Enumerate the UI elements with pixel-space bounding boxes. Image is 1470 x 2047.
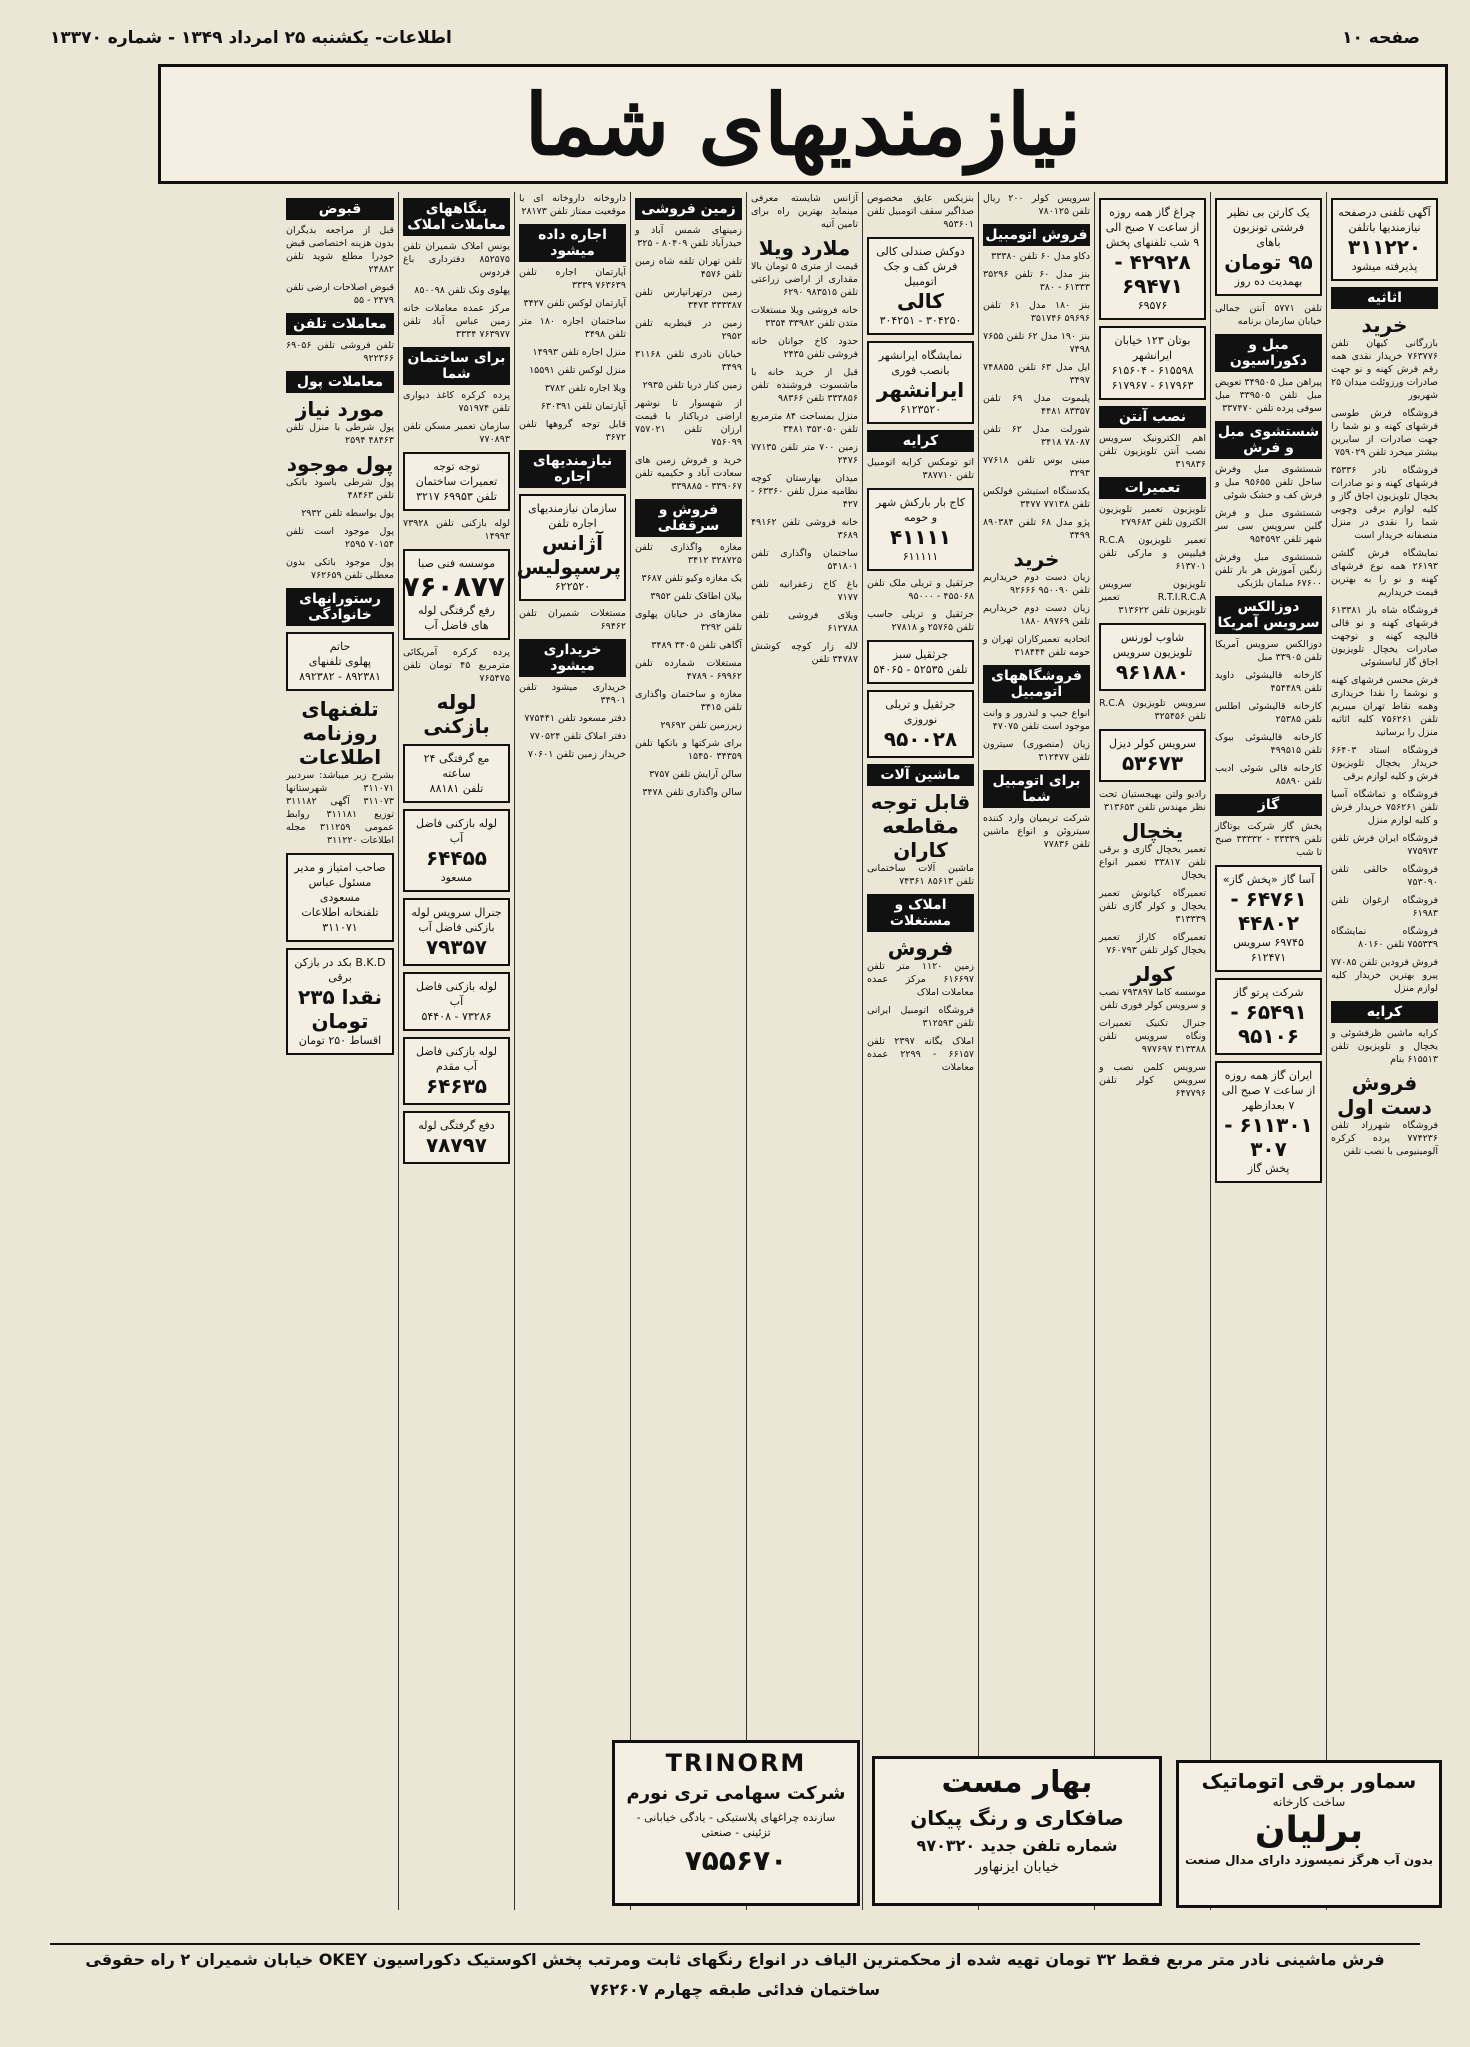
- boxed-ad: [403, 1111, 510, 1164]
- boxed-ad: [1215, 978, 1322, 1055]
- category-header: املاک و مستغلات: [867, 894, 974, 932]
- boxed-ad: [1331, 198, 1438, 281]
- classified-ad: خرید و فروش زمین های سعادت آباد و حکیمیه تلفن ۳۳۹۰۶۷ - ۳۳۹۸۸۵: [635, 455, 742, 492]
- boxed-ad-highlight: ۹۶۱۸۸۰: [1115, 660, 1190, 684]
- classified-ad: فروشگاه نمایشگاه ۷۵۵۳۳۹ تلفن ۸۰۱۶۰: [1331, 926, 1438, 950]
- boxed-ad-sub: ۶۲۲۵۲۰: [554, 580, 591, 593]
- boxed-ad-title: آگهی تلفنی درصفحه نیازمندیها باتلفن: [1338, 206, 1431, 234]
- classified-ad: یونس املاک شمیران تلفن ۸۵۲۵۷۵ دفترداری باغ فردوس: [403, 241, 510, 278]
- classified-ad: منزل لوکس تلفن ۱۵۵۹۱: [529, 365, 626, 376]
- boxed-ad: [403, 452, 510, 511]
- boxed-ad: [1215, 1061, 1322, 1183]
- classified-ad: فروشگاه و تماشگاه آسیا تلفن ۷۵۶۲۶۱ خریدار فرش و کلیه لوازم منزل: [1331, 789, 1438, 826]
- ad-headline: خرید: [1361, 313, 1408, 337]
- classified-ad: مغازهای در خیابان پهلوی تلفن ۳۲۹۲: [635, 609, 742, 633]
- footer-ad: فرش ماشینی نادر متر مربع فقط ۳۲ تومان تهیه شده از محکمترین الیاف در انواع رنگهای ثابت ومرتب پخش اکوستیک دکوراسیون OKEY خیابان شمیران ۲ راه حقوقی ساختمان فدائی طبقه چهارم ۷۶۲۶۰۷: [50, 1943, 1420, 1975]
- ad-column: [1094, 192, 1210, 1910]
- ad-headline: ملارد ویلا: [758, 236, 851, 260]
- boxed-ad: [403, 972, 510, 1031]
- classified-ad: زیرزمین تلفن ۲۹۶۹۲: [660, 720, 742, 731]
- boxed-ad-sub: ۶۹۷۴۵ سرویس ۶۱۲۴۷۱: [1233, 936, 1304, 964]
- classified-ad: شستشوی مبل وفرش ساحل تلفن ۹۵۶۵۵ مبل و فرش کف و خشک شوئی: [1215, 464, 1322, 501]
- classified-ad: سرویس تلویزیون R.C.A تلفن ۳۲۵۴۵۶: [1099, 698, 1206, 722]
- boxed-ad-title: B.K.D بکد در بازکن برقی: [294, 956, 386, 984]
- boxed-ad: [1099, 729, 1206, 782]
- classified-ad: تعمیرگاه کاراژ تعمیر یخچال کولر تلفن ۷۶۰۷۹۳: [1099, 932, 1206, 956]
- trinorm-phone: ۷۵۵۶۷۰: [684, 1844, 788, 1877]
- classified-ad: فروش فرودین تلفن ۷۷۰۸۵ پیرو بهترین خریدار کلیه لوازم منزل: [1331, 957, 1438, 994]
- classified-ad: آژانس شایسته معرفی مینماید بهترین راه برای تامین آتیه: [751, 193, 858, 230]
- classified-ad: پول موجود است تلفن ۷۰۱۵۴ ۲۵۹۵: [286, 526, 394, 550]
- boxed-ad-title: آسا گاز «پخش گاز»: [1222, 873, 1315, 886]
- boxed-ad-title: مع گرفتگی ۲۴ ساعته: [423, 752, 490, 780]
- classified-ad: تلفن ۵۷۷۱ آنتن جمالی خیابان سازمان برنامه: [1215, 303, 1322, 327]
- boxed-ad-title: کاج بار بارکش شهر و حومه: [875, 496, 966, 524]
- classified-ad: زمین ۷۰۰ متر تلفن ۷۷۱۳۵ ۲۴۷۶: [751, 442, 858, 466]
- boxed-ad-sub: ۶۹۵۷۶: [1137, 299, 1168, 312]
- boxed-ad-highlight: ۵۳۶۷۳: [1121, 751, 1184, 775]
- boxed-ad-title: جرثقیل سبز: [892, 648, 949, 661]
- boxed-ad: [403, 744, 510, 803]
- section-banner: [158, 64, 1448, 184]
- category-header: کرایه: [867, 430, 974, 452]
- category-header: فروش اتومبیل: [983, 224, 1090, 246]
- category-header: مبل و دکوراسیون: [1215, 334, 1322, 372]
- ad-headline: یخچال: [1121, 819, 1184, 843]
- ad-headline: فروش دست اول: [1337, 1071, 1432, 1119]
- boxed-ad-sub: ۶۱۲۳۵۲۰: [899, 403, 942, 416]
- category-header: فروش و سرقفلی: [635, 499, 742, 537]
- boxed-ad-title: شاوب لورنس تلویزیون سرویس: [1112, 631, 1193, 659]
- classified-ad: بنزیکس عایق مخصوص صداگیر سقف اتومبیل تلفن ۹۵۳۶۰۱: [867, 193, 974, 230]
- classified-ad: بنز مدل ۶۰ تلفن ۳۵۲۹۶ ۶۱۳۳۳ - ۳۸۰: [983, 269, 1090, 293]
- trinorm-title: شرکت سهامی تری نورم: [626, 1783, 846, 1804]
- ad-column: [1326, 192, 1442, 1910]
- boxed-ad: [403, 809, 510, 892]
- boxed-ad-title: لوله بازکنی فاضل آب: [415, 980, 497, 1008]
- classified-ad: یک مغازه وکیو تلفن ۳۶۸۷: [641, 573, 742, 584]
- classified-ad: مستغلات شمیران تلفن ۶۹۴۶۲: [519, 608, 626, 632]
- classified-columns: [50, 192, 1442, 1910]
- classified-ad: ماشین آلات ساختمانی تلفن ۸۵۶۱۳ ۷۴۳۶۱: [867, 863, 974, 887]
- boxed-ad-sub: ۶۱۵۵۹۸ - ۶۱۵۶۰۴ ۶۱۷۹۶۳ - ۶۱۷۹۶۷: [1111, 364, 1194, 392]
- classified-ad: پول شرطی با منزل تلفن ۴۸۴۶۳ ۲۵۹۴: [286, 422, 394, 446]
- category-header: برای اتومبیل شما: [983, 770, 1090, 808]
- boxed-ad-sub: تلفنخانه اطلاعات ۳۱۱۰۷۱: [301, 906, 379, 934]
- category-header: نیازمندیهای اجاره: [519, 450, 626, 488]
- category-header: رستورانهای خانوادگی: [286, 588, 394, 626]
- classified-ad: مستغلات شمارده تلفن ۶۹۹۶۲ - ۴۷۸۹: [635, 658, 742, 682]
- bahar-mast-line2: شماره تلفن جدید ۹۷۰۳۲۰: [916, 1836, 1118, 1855]
- classified-ad: فروشگاه ارغوان تلفن ۶۱۹۸۳: [1331, 895, 1438, 919]
- category-header: ماشین آلات: [867, 764, 974, 786]
- category-header: فروشگاههای اتومبیل: [983, 665, 1090, 703]
- classified-ad: خانه فروشی تلفن ۴۹۱۶۲ ۳۶۸۹: [751, 517, 858, 541]
- classified-ad: رادیو ولتن بهیجستیان تحت نظر مهندس تلفن ۳۱۳۶۵۳: [1099, 789, 1206, 813]
- boxed-ad-highlight: ۴۲۹۲۸ - ۶۹۴۷۱: [1114, 250, 1191, 298]
- classified-ad: اهم الکترونیک سرویس نصب آنتن تلویزیون تلفن ۳۱۹۸۳۶: [1099, 433, 1206, 470]
- boxed-ad-sub: ۷۳۲۸۶ - ۵۴۴۰۸: [421, 1010, 492, 1023]
- classified-ad: مغازه واگذاری تلفن ۳۲۸۷۲۵ ۳۴۱۲: [635, 542, 742, 566]
- boxed-ad-highlight: ۹۵ تومان: [1224, 250, 1313, 274]
- classified-ad: لوله بازکنی تلفن ۷۳۹۲۸ ۱۴۹۹۳: [403, 518, 510, 542]
- classified-ad: موسسه کاما ۷۹۳۸۹۷ نصب و سرویس کولر فوری تلفن: [1099, 987, 1207, 1011]
- classified-ad: زمینهای شمس آباد و حیدرآباد تلفن ۸۰۴۰۹ - ۳۲۵: [635, 225, 742, 249]
- classified-ad: ساختمان واگذاری تلفن ۵۴۱۸۰۱: [751, 548, 858, 572]
- category-header: زمین فروشی: [635, 198, 742, 220]
- classified-ad: کارخانه قالیشوئی داوید تلفن ۴۵۴۴۸۹: [1215, 670, 1322, 694]
- category-header: دوزالکس سرویس آمریکا: [1215, 596, 1322, 634]
- boxed-ad: [403, 898, 510, 966]
- boxed-ad-highlight: ۶۱۱۳۰۱ - ۳۰۷: [1224, 1113, 1313, 1161]
- classified-ad: سرویس کلمن نصب و سرویس کولر تلفن ۶۴۷۷۹۶: [1099, 1062, 1206, 1099]
- boxed-ad-highlight: ۹۵۰۰۲۸: [883, 727, 958, 751]
- samovar-sub: ساخت کارخانه: [1272, 1795, 1346, 1809]
- classified-ad: فروشگاه نادر ۳۵۳۳۶ فرشهای کهنه و نو صادرات یخچال تلویزیون اجاق گاز و کلیه لوازم برقی وچوبی شما را نقدی در منزل منصفانه خریدار است: [1331, 465, 1438, 541]
- classified-ad: پهلوی ونک تلفن ۸۵۰۰۹۸: [414, 285, 510, 296]
- classified-ad: حدود کاخ جوانان خانه فروشی تلفن ۲۴۳۵: [751, 336, 858, 360]
- classified-ad: پرده کرکره کاغذ دیواری تلفن ۷۵۱۹۷۴: [403, 390, 510, 414]
- classified-ad: شستشوی مبل و فرش گلبن سرویس سی سر شهر تلفن ۹۵۴۵۹۲: [1215, 508, 1322, 545]
- ad-column: [514, 192, 630, 1910]
- ad-column: [1210, 192, 1326, 1910]
- classified-ad: فروشگاه خالقی تلفن ۷۵۳۰۹۰: [1331, 864, 1438, 888]
- category-header: معاملات تلفن: [286, 313, 394, 335]
- ad-column: [746, 192, 862, 1910]
- classified-ad: قابل توجه گروهها تلفن ۳۶۷۲: [519, 419, 626, 443]
- boxed-ad-title: دوکش صندلی کالی فرش کف و جک اتومبیل: [876, 245, 965, 288]
- boxed-ad-highlight: ۶۴۴۵۵: [425, 846, 488, 870]
- classified-ad: سرویس کولر ۲۰۰ ریال تلفن ۷۸۰۱۲۵: [983, 193, 1090, 217]
- boxed-ad-title: موسسه فنی صبا: [417, 557, 496, 570]
- classified-ad: کارخانه قالیشوئی بیوک تلفن ۴۹۹۵۱۵: [1215, 732, 1322, 756]
- samovar-ad: [1176, 1760, 1442, 1908]
- boxed-ad-sub: تعمیرات ساختمان تلفن ۶۹۹۵۳ ۳۲۱۷: [415, 475, 498, 503]
- boxed-ad: [867, 690, 974, 758]
- boxed-ad-highlight: آژانس پرسپولیس: [516, 531, 621, 579]
- classified-ad: خریداری میشود تلفن ۳۴۹۰۱: [519, 682, 626, 706]
- boxed-ad: [1099, 326, 1206, 400]
- boxed-ad-sub: ۳۰۴۲۵۰ - ۳۰۴۲۵۱: [879, 314, 962, 327]
- boxed-ad-highlight: کالی: [897, 289, 944, 313]
- boxed-ad-sub: بهمدیت ده روز: [1234, 275, 1303, 288]
- ad-headline: خرید: [1013, 547, 1060, 571]
- classified-ad: فرش محسن فرشهای کهنه و نوشما را نقدا خریداری وهمه نقاط تهران میبریم تلفن ۷۵۶۲۶۱ کلیه اثاثیه منزل را برسانید: [1331, 675, 1438, 738]
- classified-ad: پخش گاز شرکت بوتاگاز تلفن ۳۳۳۳۹ - ۳۳۳۳۲ صبح تا شب: [1215, 821, 1322, 858]
- classified-ad: قبوض اصلاحات ارضی تلفن ۲۴۷۹ - ۵۵: [286, 282, 394, 306]
- classified-ad: پول موجود باتکی بدون معطلی تلفن ۷۶۲۶۵۹: [286, 557, 394, 581]
- classified-ad: بشرح زیر میباشد: سردبیر ۳۱۱۰۷۱ شهرستانها ۳۱۱۰۷۳ آگهی ۳۱۱۱۸۲ توزیع ۳۱۱۱۸۱ روابط عمومی ۳۱۱۲۵۹ مجله اطلاعات ۳۱۱۲۲۰: [286, 770, 395, 846]
- boxed-ad: [1215, 865, 1322, 972]
- classified-ad: مغازه و ساختمان واگذاری تلفن ۳۴۱۵: [635, 689, 742, 713]
- classified-ad: تلویزیون تعمیر تلویزیون الکترون تلفن ۲۷۹۶۸۳: [1099, 504, 1206, 528]
- category-header: برای ساختمان شما: [403, 347, 510, 385]
- boxed-ad-title: لوله بازکنی فاضل آب: [415, 817, 497, 845]
- boxed-ad: [1215, 198, 1322, 296]
- classified-ad: فروشگاه ایران فرش تلفن ۷۷۵۹۷۳: [1331, 833, 1438, 857]
- classified-ad: منزل بمساحت ۸۴ مترمربع تلفن ۳۵۲۰۵۰ ۳۴۸۱: [751, 411, 858, 435]
- classified-ad: زمین در قیطریه تلفن ۲۹۵۲: [635, 318, 742, 342]
- boxed-ad: [867, 640, 974, 684]
- dateline: اطلاعات- یکشنبه ۲۵ امرداد ۱۳۴۹ - شماره ۱۳۳۷۰: [50, 28, 452, 48]
- boxed-ad-sub: پهلوی تلفنهای ۸۹۲۳۸۱ - ۸۹۲۳۸۲: [299, 655, 381, 683]
- classified-ad: مینی بوس تلفن ۷۷۶۱۸ ۳۲۹۳: [983, 455, 1090, 479]
- classified-ad: فروشگاه فرش طوسی فرشهای کهنه و نو شما را جهت صادرات از سایرین بیشتر میخرد تلفن ۷۵۹۰۲۹: [1331, 408, 1438, 458]
- ad-column: [398, 192, 514, 1910]
- page-header: [50, 28, 1420, 48]
- bahar-mast-box: [872, 1756, 1162, 1906]
- boxed-ad-title: جنرال سرویس لوله بازکنی فاضل آب: [411, 906, 502, 934]
- classified-ad: شورلت مدل ۶۲ تلفن ۷۸۰۸۷ ۳۴۱۸: [983, 424, 1090, 448]
- classified-ad: تعمیر یخچال گازی و برقی تلفن ۳۳۸۱۷ تعمیر انواع یخچال: [1099, 844, 1206, 881]
- classified-ad: مرکز عمده معاملات خانه زمین عباس آباد تلفن ۷۶۳۹۷۷ ۳۳۳۴: [403, 303, 510, 340]
- boxed-ad: [867, 341, 974, 424]
- classified-ad: املاک یگانه ۲۳۹۷ تلفن ۶۶۱۵۷ - ۲۲۹۹ عمده معاملات: [867, 1036, 974, 1073]
- classified-ad: پرده کرکره آمریکائی مترمربع ۴۵ تومان تلفن ۷۶۵۴۷۵: [403, 647, 510, 684]
- classified-ad: آپارتمان لوکس تلفن ۳۴۲۷: [523, 298, 626, 309]
- classified-ad: پول بواسطه تلفن ۲۹۳۲: [301, 508, 394, 519]
- ad-headline: قابل توجه مقاطعه کاران: [870, 790, 971, 862]
- boxed-ad-title: توجه توجه: [433, 460, 480, 473]
- classified-ad: پلیموت مدل ۶۹ تلفن ۸۳۳۵۷ ۴۴۸۱: [983, 393, 1090, 417]
- classified-ad: جرثقیل و تریلی ملک تلفن ۴۵۵۰۶۸ - ۹۵۰۰۰: [867, 578, 974, 602]
- boxed-ad-highlight: ۴۱۱۱۱: [889, 525, 952, 549]
- classified-ad: ویلای فروشی تلفن ۶۱۲۷۸۸: [751, 610, 858, 634]
- ad-headline: فروش: [887, 936, 954, 960]
- classified-ad: جنرال تکنیک تعمیرات ونگاه سرویس تلفن ۳۱۳۳۸۸ ۹۷۷۶۹۷: [1099, 1018, 1206, 1055]
- boxed-ad-highlight: ۶۴۷۶۱ - ۴۴۸۰۲: [1230, 887, 1307, 935]
- boxed-ad-title: جرثقیل و تریلی نوروزی: [885, 698, 956, 726]
- classified-ad: زیان دست دوم خریداریم تلفن ۸۹۷۶۹ ۱۸۸۰: [983, 603, 1090, 627]
- classified-ad: زیان دست دوم خریداریم تلفن ۹۵۰۰۹۰ ۹۲۶۶۶: [983, 572, 1090, 596]
- boxed-ad-title: نمایشگاه ایرانشهر بانصب فوری: [878, 349, 963, 377]
- ad-column: [282, 192, 398, 1910]
- classified-ad: آگاهی تلفن ۳۴۰۵ ۳۴۸۹: [651, 640, 742, 651]
- samovar-title: سماور برقی اتوماتیک: [1201, 1769, 1417, 1793]
- classified-ad: فروشگاه استاد ۶۶۴۰۳ خریدار یخچال تلویزیون فرش و کلیه لوازم برقی: [1331, 745, 1438, 782]
- classified-ad: بازرگانی کیهان تلفن ۷۶۳۷۷۶ خریدار نقدی همه رقم فرش کهنه و نو جهت صادرات ورزوئلت میدان ۲۵ شهریور: [1331, 338, 1438, 401]
- classified-ad: دفتر مسعود تلفن ۷۷۵۴۴۱: [524, 713, 626, 724]
- boxed-ad: [867, 488, 974, 571]
- boxed-ad: [403, 549, 510, 640]
- category-header: شستشوی مبل و فرش: [1215, 421, 1322, 459]
- classified-ad: دکاو مدل ۶۰ تلفن ۳۳۳۸۰: [991, 251, 1090, 262]
- boxed-ad-title: بوتان ۱۲۳ خیابان ایرانشهر: [1114, 334, 1191, 362]
- bahar-mast-line3: خیابان ایزنهاور: [975, 1859, 1059, 1875]
- boxed-ad-title: چراغ گاز همه روزه از ساعت ۷ صبح الی ۹ شب تلفنهای پخش: [1105, 206, 1200, 249]
- classified-ad: سازمان تعمیر مسکن تلفن ۷۷۰۸۹۳: [403, 421, 510, 445]
- boxed-ad-sub: پذیرفته میشود: [1351, 260, 1418, 273]
- boxed-ad: [1099, 198, 1206, 320]
- classified-ad: کارخانه قالیشوئی اطلس تلفن ۲۵۳۸۵: [1215, 701, 1322, 725]
- boxed-ad-title: لوله بازکنی فاضل آب مقدم: [415, 1045, 497, 1073]
- boxed-ad-highlight: ایرانشهر: [876, 378, 965, 402]
- ad-headline: کولر: [1130, 962, 1175, 986]
- category-header: گاز: [1215, 794, 1322, 816]
- category-header: اثاثیه: [1331, 287, 1438, 309]
- category-header: اجاره داده میشود: [519, 224, 626, 262]
- boxed-ad-phone: ۷۶۰۸۷۷: [402, 570, 505, 603]
- samovar-brand: برلیان: [1254, 1810, 1364, 1851]
- bahar-mast-line1: صافکاری و رنگ پیکان: [910, 1806, 1124, 1830]
- classified-ad: زیان (منصوری) سیترون تلفن ۳۱۲۴۷۷: [983, 739, 1090, 763]
- classified-ad: پیراهن مبل ۳۴۹۵۰۵ تعویض مبل تلفن ۳۳۹۵۰۵ مبل سوفی پرده تلفن ۳۳۷۴۷۰: [1215, 377, 1323, 414]
- classified-ad: زمین درتهرانپارس تلفن ۳۳۳۳۸۷ ۳۴۷۳: [635, 287, 742, 311]
- classified-ad: منزل اجاره تلفن ۱۴۹۹۳: [532, 347, 626, 358]
- classified-ad: کارخانه قالی شوئی ادیب تلفن ۸۵۸۹۰: [1215, 763, 1322, 787]
- category-header: قبوض: [286, 198, 394, 220]
- classified-ad: ساختمان اجاره ۱۸۰ متر تلفن ۳۴۹۸: [519, 316, 626, 340]
- classified-ad: سالن آرایش تلفن ۳۷۵۷: [649, 769, 742, 780]
- boxed-ad: [867, 237, 974, 335]
- classified-ad: باغ کاخ زعفرانیه تلفن ۷۱۷۷: [751, 579, 858, 603]
- samovar-body: بدون آب هرگز نمیسوزد دارای مدال صنعت: [1184, 1853, 1433, 1867]
- page-number: صفحه ۱۰: [1342, 28, 1420, 48]
- classified-ad: قبل از مراجعه بدیگران بدون هزینه اختصاصی قبض خودرا مطلع شوید تلفن ۲۴۸۸۲: [286, 225, 394, 275]
- classified-ad: از شهسوار تا نوشهر اراضی دریاکنار با قیمت ارزان تلفن ۷۵۷۰۲۱ ۷۵۶۰۹۹: [635, 398, 742, 448]
- classified-ad: اتو تومکس کرایه اتومبیل تلفن ۳۸۷۷۱۰: [867, 457, 974, 481]
- classified-ad: تلفن فروشی تلفن ۶۹۰۵۶ ۹۲۲۳۶۶: [286, 340, 394, 364]
- boxed-ad-sub: تلفن ۸۸۱۸۱: [429, 782, 484, 795]
- classified-ad: خریدار زمین تلفن ۷۰۶۰۱: [527, 749, 626, 760]
- classified-ad: بیلان اطاقک تلفن ۳۹۵۲: [650, 591, 742, 602]
- boxed-ad-highlight: ۳۱۱۲۲۰: [1347, 235, 1422, 259]
- ad-headline: پول موجود: [286, 452, 394, 476]
- boxed-ad-title: حاتم: [329, 640, 351, 653]
- classified-ad: ویلا اجاره تلفن ۳۷۸۲: [544, 383, 626, 394]
- classified-ad: داروخانه داروخانه ای با موقعیت ممتاز تلفن ۲۸۱۷۳: [519, 193, 626, 217]
- classified-ad: بنز ۱۹۰ مدل ۶۲ تلفن ۷۶۵۵ ۷۴۹۸: [983, 331, 1090, 355]
- boxed-ad-sub: مسعود: [440, 871, 473, 884]
- classified-ad: آپارتمان تلفن ۶۳۰۳۹۱: [540, 401, 626, 412]
- classified-ad: شرکت تریمیان وارد کننده سیتروئن و انواع ماشین تلفن ۷۷۸۳۶: [983, 813, 1090, 850]
- classified-ad: بنز ۱۸۰ مدل ۶۱ تلفن ۵۹۶۹۶ ۳۵۱۷۴۶: [983, 300, 1090, 324]
- boxed-ad-title: سازمان نیازمندیهای اجاره تلفن: [528, 502, 617, 530]
- classified-ad: تلفن تهران تلفه شاه زمین تلفن ۴۵۷۶: [635, 256, 742, 280]
- boxed-ad: [286, 948, 394, 1055]
- classified-ad: انواع جیپ و لندرور و وانت موجود است تلفن ۴۷۰۷۵: [983, 708, 1090, 732]
- classified-ad: ایل مدل ۶۳ تلفن ۷۴۸۸۵۵ ۳۴۹۷: [983, 362, 1090, 386]
- boxed-ad-sub: پخش گاز: [1247, 1162, 1290, 1175]
- boxed-ad: [403, 1037, 510, 1105]
- boxed-ad-highlight: ۷۸۷۹۷: [425, 1133, 488, 1157]
- boxed-ad-title: دفع گرفتگی لوله: [418, 1119, 495, 1132]
- classified-ad: زمین ۱۱۲۰ متر تلفن ۶۱۶۶۹۷ مرکز عمده معاملات املاک: [867, 961, 974, 998]
- classified-ad: خیابان نادری تلفن ۳۱۱۶۸ ۳۴۹۹: [635, 349, 742, 373]
- classified-ad: دوزالکس سرویس آمریکا تلفن ۳۳۹۰۵ مبل: [1215, 639, 1322, 663]
- boxed-ad: [286, 632, 394, 691]
- classified-ad: فروشگاه شهرزاد تلفن ۷۷۴۲۳۶ پرده کرکره آلومینیومی با نصب تلفن: [1331, 1120, 1438, 1157]
- classified-ad: قیمت از متری ۵ تومان بالا مقداری از اراضی زراعتی تلفن ۹۸۳۵۱۵ ۶۲۹۰: [751, 261, 858, 298]
- classified-ad: تعمیرگاه کیانوش تعمیر یخچال و کولر گازی تلفن ۳۱۳۳۳۹: [1099, 888, 1206, 925]
- boxed-ad-title: شرکت پرتو گاز: [1233, 986, 1304, 999]
- classified-ad: لاله زار کوچه کوشش ۳۴۷۸۷ تلفن: [751, 641, 858, 665]
- boxed-ad-sub: ۶۱۱۱۱۱: [902, 550, 939, 563]
- boxed-ad-sub: رفع گرفتگی لوله های فاضل آب: [418, 604, 495, 632]
- classified-ad: فروشگاه شاه باز ۶۱۳۳۸۱ فرشهای کهنه و نو قالی قالیچه کهنه و نوجهت صادرات یخچال تلویزیون اجاق گاز لباسشوئی: [1331, 605, 1438, 668]
- boxed-ad-title: ایران گاز همه روزه از ساعت ۷ صبح الی ۷ بعدازظهر: [1221, 1069, 1316, 1112]
- ad-headline: مورد نیاز: [295, 397, 385, 421]
- boxed-ad-highlight: ۶۵۴۹۱ - ۹۵۱۰۶: [1230, 1000, 1307, 1048]
- ad-column: [978, 192, 1094, 1910]
- classified-ad: تعمیر تلویزیون R.C.A فیلیپس و مارکی تلفن ۶۱۳۷۰۱: [1099, 535, 1206, 572]
- classified-ad: شستشوی مبل وفرش زنگین آموزش هر بار تلفن ۶۷۶۰۰ مبلمان بلژیکی: [1215, 552, 1322, 589]
- classified-ad: پژو مدل ۶۸ تلفن ۸۹۰۳۸۴ ۳۴۹۹: [983, 517, 1090, 541]
- classified-ad: تلویزیون سرویس R.T.I.R.C.A تعمیر تلویزیون تلفن ۳۱۳۶۲۲: [1099, 579, 1206, 616]
- classified-ad: برای شرکتها و بانکها تلفن ۳۴۳۵۹ ۱۵۴۵۰: [635, 738, 742, 762]
- boxed-ad: [1099, 623, 1206, 691]
- classified-ad: دفتر املاک تلفن ۷۷۰۵۲۴: [529, 731, 626, 742]
- category-header: تعمیرات: [1099, 477, 1206, 499]
- trinorm-body: سازنده چراغهای پلاستیکی - یادگی خیابانی - تزئینی - صنعتی: [636, 1811, 836, 1839]
- classified-ad: اتحادیه تعمیرکاران تهران و حومه تلفن ۳۱۸۴۴۴: [983, 634, 1090, 658]
- category-header: خریداری میشود: [519, 639, 626, 677]
- boxed-ad: [516, 494, 626, 601]
- classified-ad: خانه فروشی ویلا مستغلات متدن تلفن ۳۳۹۸۲ ۳۳۵۴: [751, 305, 858, 329]
- ad-headline: تلفنهای روزنامه اطلاعات: [298, 697, 382, 769]
- boxed-ad-sub: اقساط ۲۵۰ تومان: [298, 1034, 382, 1047]
- boxed-ad-highlight: نقدا ۲۳۵ تومان: [298, 985, 382, 1033]
- boxed-ad-title: صاحب امتیاز و مدیر مسئول عباس مسعودی: [294, 861, 386, 904]
- boxed-ad-highlight: ۷۹۳۵۷: [425, 935, 488, 959]
- banner-title: نیازمندیهای شما: [524, 74, 1082, 174]
- classified-ad: زمین کنار دریا تلفن ۲۹۳۵: [642, 380, 742, 391]
- boxed-ad-title: سرویس کولر دیزل: [1108, 737, 1197, 750]
- classified-ad: جرثقیل و تریلی جاسب تلفن ۲۵۷۶۵ و ۲۷۸۱۸: [867, 609, 974, 633]
- classified-ad: کرایه ماشین ظرفشوئی و یخچال و تلویزیون تلفن ۶۱۵۵۱۳ بنام: [1331, 1028, 1438, 1065]
- boxed-ad-highlight: ۶۴۶۳۵: [425, 1074, 488, 1098]
- classified-ad: پول شرطی باسود بانکی تلفن ۴۸۴۶۳: [286, 477, 394, 501]
- boxed-ad-sub: تلفن ۵۲۵۳۵ - ۵۴۰۶۵: [873, 663, 968, 676]
- classified-ad: سالن واگذاری تلفن ۳۴۷۸: [642, 787, 742, 798]
- boxed-ad-title: یک کارتن بی نظیر فرشتی تونزبون باهای: [1227, 206, 1310, 249]
- classified-ad: میدان بهارستان کوچه نظامیه منزل تلفن ۶۳۳۶۰ - ۴۲۷: [751, 473, 858, 510]
- category-header: نصب آنتن: [1099, 406, 1206, 428]
- classified-ad: فروشگاه اتومبیل ایرانی تلفن ۳۱۲۵۹۳: [867, 1005, 974, 1029]
- ad-column: [862, 192, 978, 1910]
- category-header: معاملات پول: [286, 371, 394, 393]
- ad-headline: لوله بازکنی: [423, 690, 490, 738]
- classified-ad: یکدستگاه استیشن فولکس تلفن ۷۷۱۳۸ ۳۴۷۷: [983, 486, 1090, 510]
- classified-ad: قبل از خرید خانه با ماشسوت فروشنده تلفن ۳۳۳۸۵۶ تلفن ۹۸۳۶۶: [751, 367, 858, 404]
- ad-column: [630, 192, 746, 1910]
- category-header: بنگاههای معاملات املاک: [403, 198, 510, 236]
- bahar-mast-title: بهار مست: [941, 1765, 1093, 1800]
- classified-ad: نمایشگاه فرش گلشن ۲۶۱۹۳ همه نوع فرشهای کهنه و نو را به بهترین قیمت خریداریم: [1331, 548, 1438, 598]
- classified-ad: آپارتمان اجاره تلفن ۷۶۳۶۳۹ ۳۳۳۹: [519, 267, 626, 291]
- trinorm-ad: [612, 1740, 860, 1906]
- boxed-ad: [286, 853, 394, 942]
- trinorm-brand: TRINORM: [665, 1749, 807, 1777]
- category-header: کرایه: [1331, 1001, 1438, 1023]
